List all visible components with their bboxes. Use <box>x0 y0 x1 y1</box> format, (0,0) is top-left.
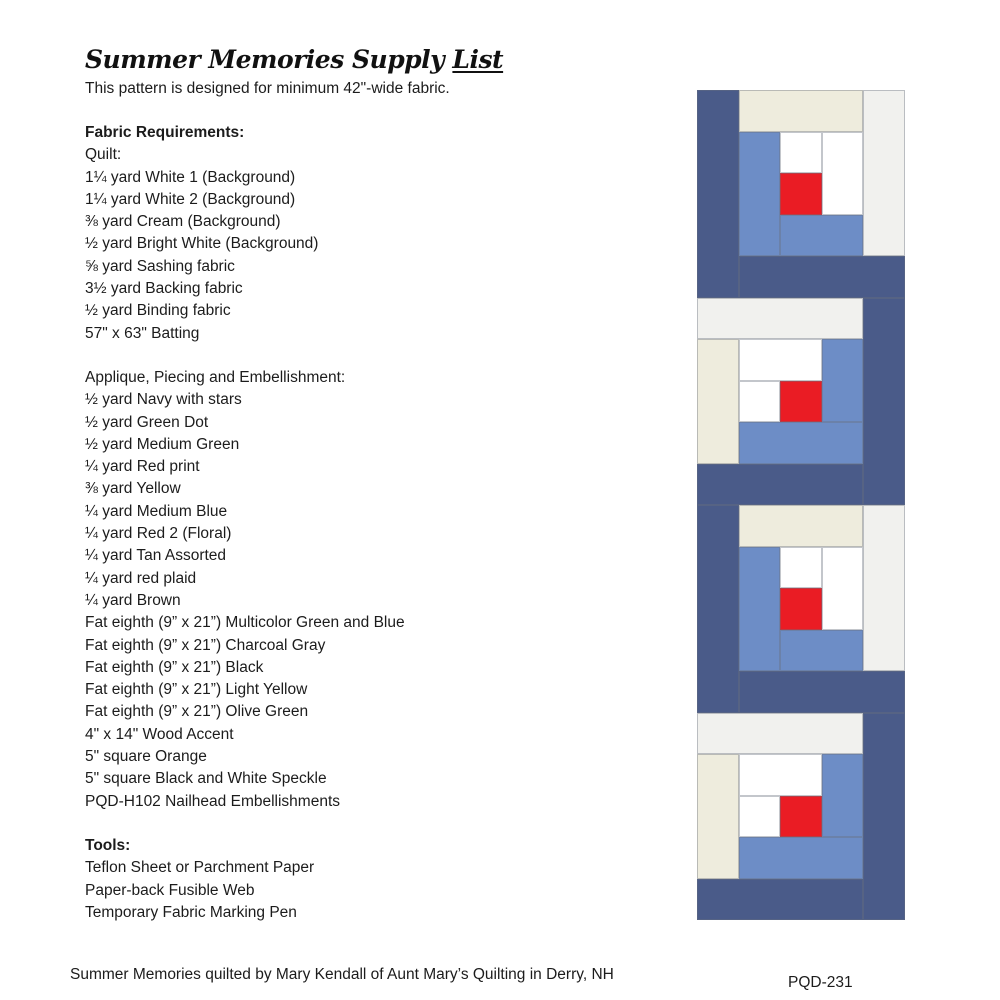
quilt-piece <box>780 588 822 630</box>
quilt-piece <box>697 713 863 755</box>
section-heading: Tools: <box>85 836 131 854</box>
supply-item: ¼ yard Tan Assorted <box>85 547 227 565</box>
supply-item: 1¼ yard White 1 (Background) <box>85 168 296 186</box>
quilt-piece <box>780 132 822 174</box>
quilt-piece <box>822 132 864 215</box>
supply-item: ⅝ yard Sashing fabric <box>85 257 235 275</box>
supply-item: ½ yard Navy with stars <box>85 391 242 409</box>
quilt-piece <box>780 547 822 589</box>
supply-section <box>85 367 675 813</box>
quilt-piece <box>739 90 864 132</box>
supply-item: ⅜ yard Cream (Background) <box>85 213 281 231</box>
supply-item: ¼ yard Medium Blue <box>85 502 228 520</box>
supply-item: Temporary Fabric Marking Pen <box>85 903 297 921</box>
quilt-piece <box>863 90 905 256</box>
page-title <box>85 44 675 76</box>
section-heading: Applique, Piecing and Embellishment: <box>85 368 346 386</box>
quilt-piece <box>780 215 863 257</box>
supply-item: Fat eighth (9” x 21”) Light Yellow <box>85 681 308 699</box>
supply-item: ⅜ yard Yellow <box>85 480 181 498</box>
quilt-block <box>697 505 905 713</box>
supply-section <box>85 122 675 345</box>
supply-item: Fat eighth (9” x 21”) Multicolor Green and Blue <box>85 614 405 632</box>
supply-section <box>85 835 675 924</box>
quilt-piece <box>863 505 905 671</box>
quilt-preview <box>697 90 905 920</box>
page-title-last-word: List <box>452 45 504 74</box>
supply-item: Teflon Sheet or Parchment Paper <box>85 859 315 877</box>
quilt-piece <box>780 381 822 423</box>
quilt-piece <box>739 671 905 713</box>
supply-item: Fat eighth (9” x 21”) Olive Green <box>85 703 309 721</box>
quilt-piece <box>863 713 905 921</box>
quilt-block <box>697 90 905 298</box>
quilt-piece <box>739 547 781 672</box>
supply-item: 57" x 63" Batting <box>85 324 200 342</box>
page-title-main: Summer Memories Supply <box>85 45 453 74</box>
quilt-piece <box>780 630 863 672</box>
quilt-piece <box>739 796 781 838</box>
quilt-piece <box>697 90 739 298</box>
supply-item: 3½ yard Backing fabric <box>85 280 243 298</box>
quilt-piece <box>739 505 864 547</box>
quilt-piece <box>822 339 864 422</box>
supply-item: ¼ yard Brown <box>85 591 181 609</box>
supply-item: ¼ yard red plaid <box>85 569 197 587</box>
supply-item: 4" x 14" Wood Accent <box>85 725 234 743</box>
quilt-piece <box>697 339 739 464</box>
quilt-piece <box>780 173 822 215</box>
quilt-piece <box>822 754 864 837</box>
quilt-piece <box>697 298 863 340</box>
supply-item: Fat eighth (9” x 21”) Charcoal Gray <box>85 636 326 654</box>
supply-item: ½ yard Medium Green <box>85 435 240 453</box>
supply-item: ¼ yard Red 2 (Floral) <box>85 525 232 543</box>
supply-item: 1¼ yard White 2 (Background) <box>85 190 296 208</box>
quilt-block <box>697 713 905 921</box>
supply-item: PQD-H102 Nailhead Embellishments <box>85 792 341 810</box>
quilt-piece <box>822 547 864 630</box>
quilt-piece <box>780 796 822 838</box>
quilt-piece <box>739 837 864 879</box>
supply-item: ½ yard Green Dot <box>85 413 209 431</box>
supply-item: 5" square Orange <box>85 748 207 766</box>
quilt-piece <box>739 381 781 423</box>
supply-item: Paper-back Fusible Web <box>85 881 255 899</box>
quilt-piece <box>697 754 739 879</box>
quilt-piece <box>697 505 739 713</box>
supply-item: Quilt: <box>85 146 122 164</box>
quilt-piece <box>697 879 863 921</box>
supply-item: Fat eighth (9” x 21”) Black <box>85 658 264 676</box>
supply-list <box>85 122 675 924</box>
quilt-piece <box>739 422 864 464</box>
supply-list-column <box>85 44 675 924</box>
quilt-piece <box>739 339 822 381</box>
footer-pattern-code: PQD-231 <box>788 974 853 991</box>
quilt-block <box>697 298 905 506</box>
supply-item: ½ yard Binding fabric <box>85 302 231 320</box>
quilt-piece <box>697 464 863 506</box>
page-subtitle: This pattern is designed for minimum 42"-wide fabric. <box>85 80 450 97</box>
section-heading: Fabric Requirements: <box>85 124 245 141</box>
footer-credit: Summer Memories quilted by Mary Kendall of Aunt Mary’s Quilting in Derry, NH <box>70 966 614 983</box>
supply-item: ½ yard Bright White (Background) <box>85 235 319 253</box>
quilt-piece <box>739 132 781 257</box>
supply-item: 5" square Black and White Speckle <box>85 770 327 788</box>
quilt-piece <box>739 256 905 298</box>
quilt-piece <box>863 298 905 506</box>
supply-item: ¼ yard Red print <box>85 458 200 476</box>
quilt-piece <box>739 754 822 796</box>
